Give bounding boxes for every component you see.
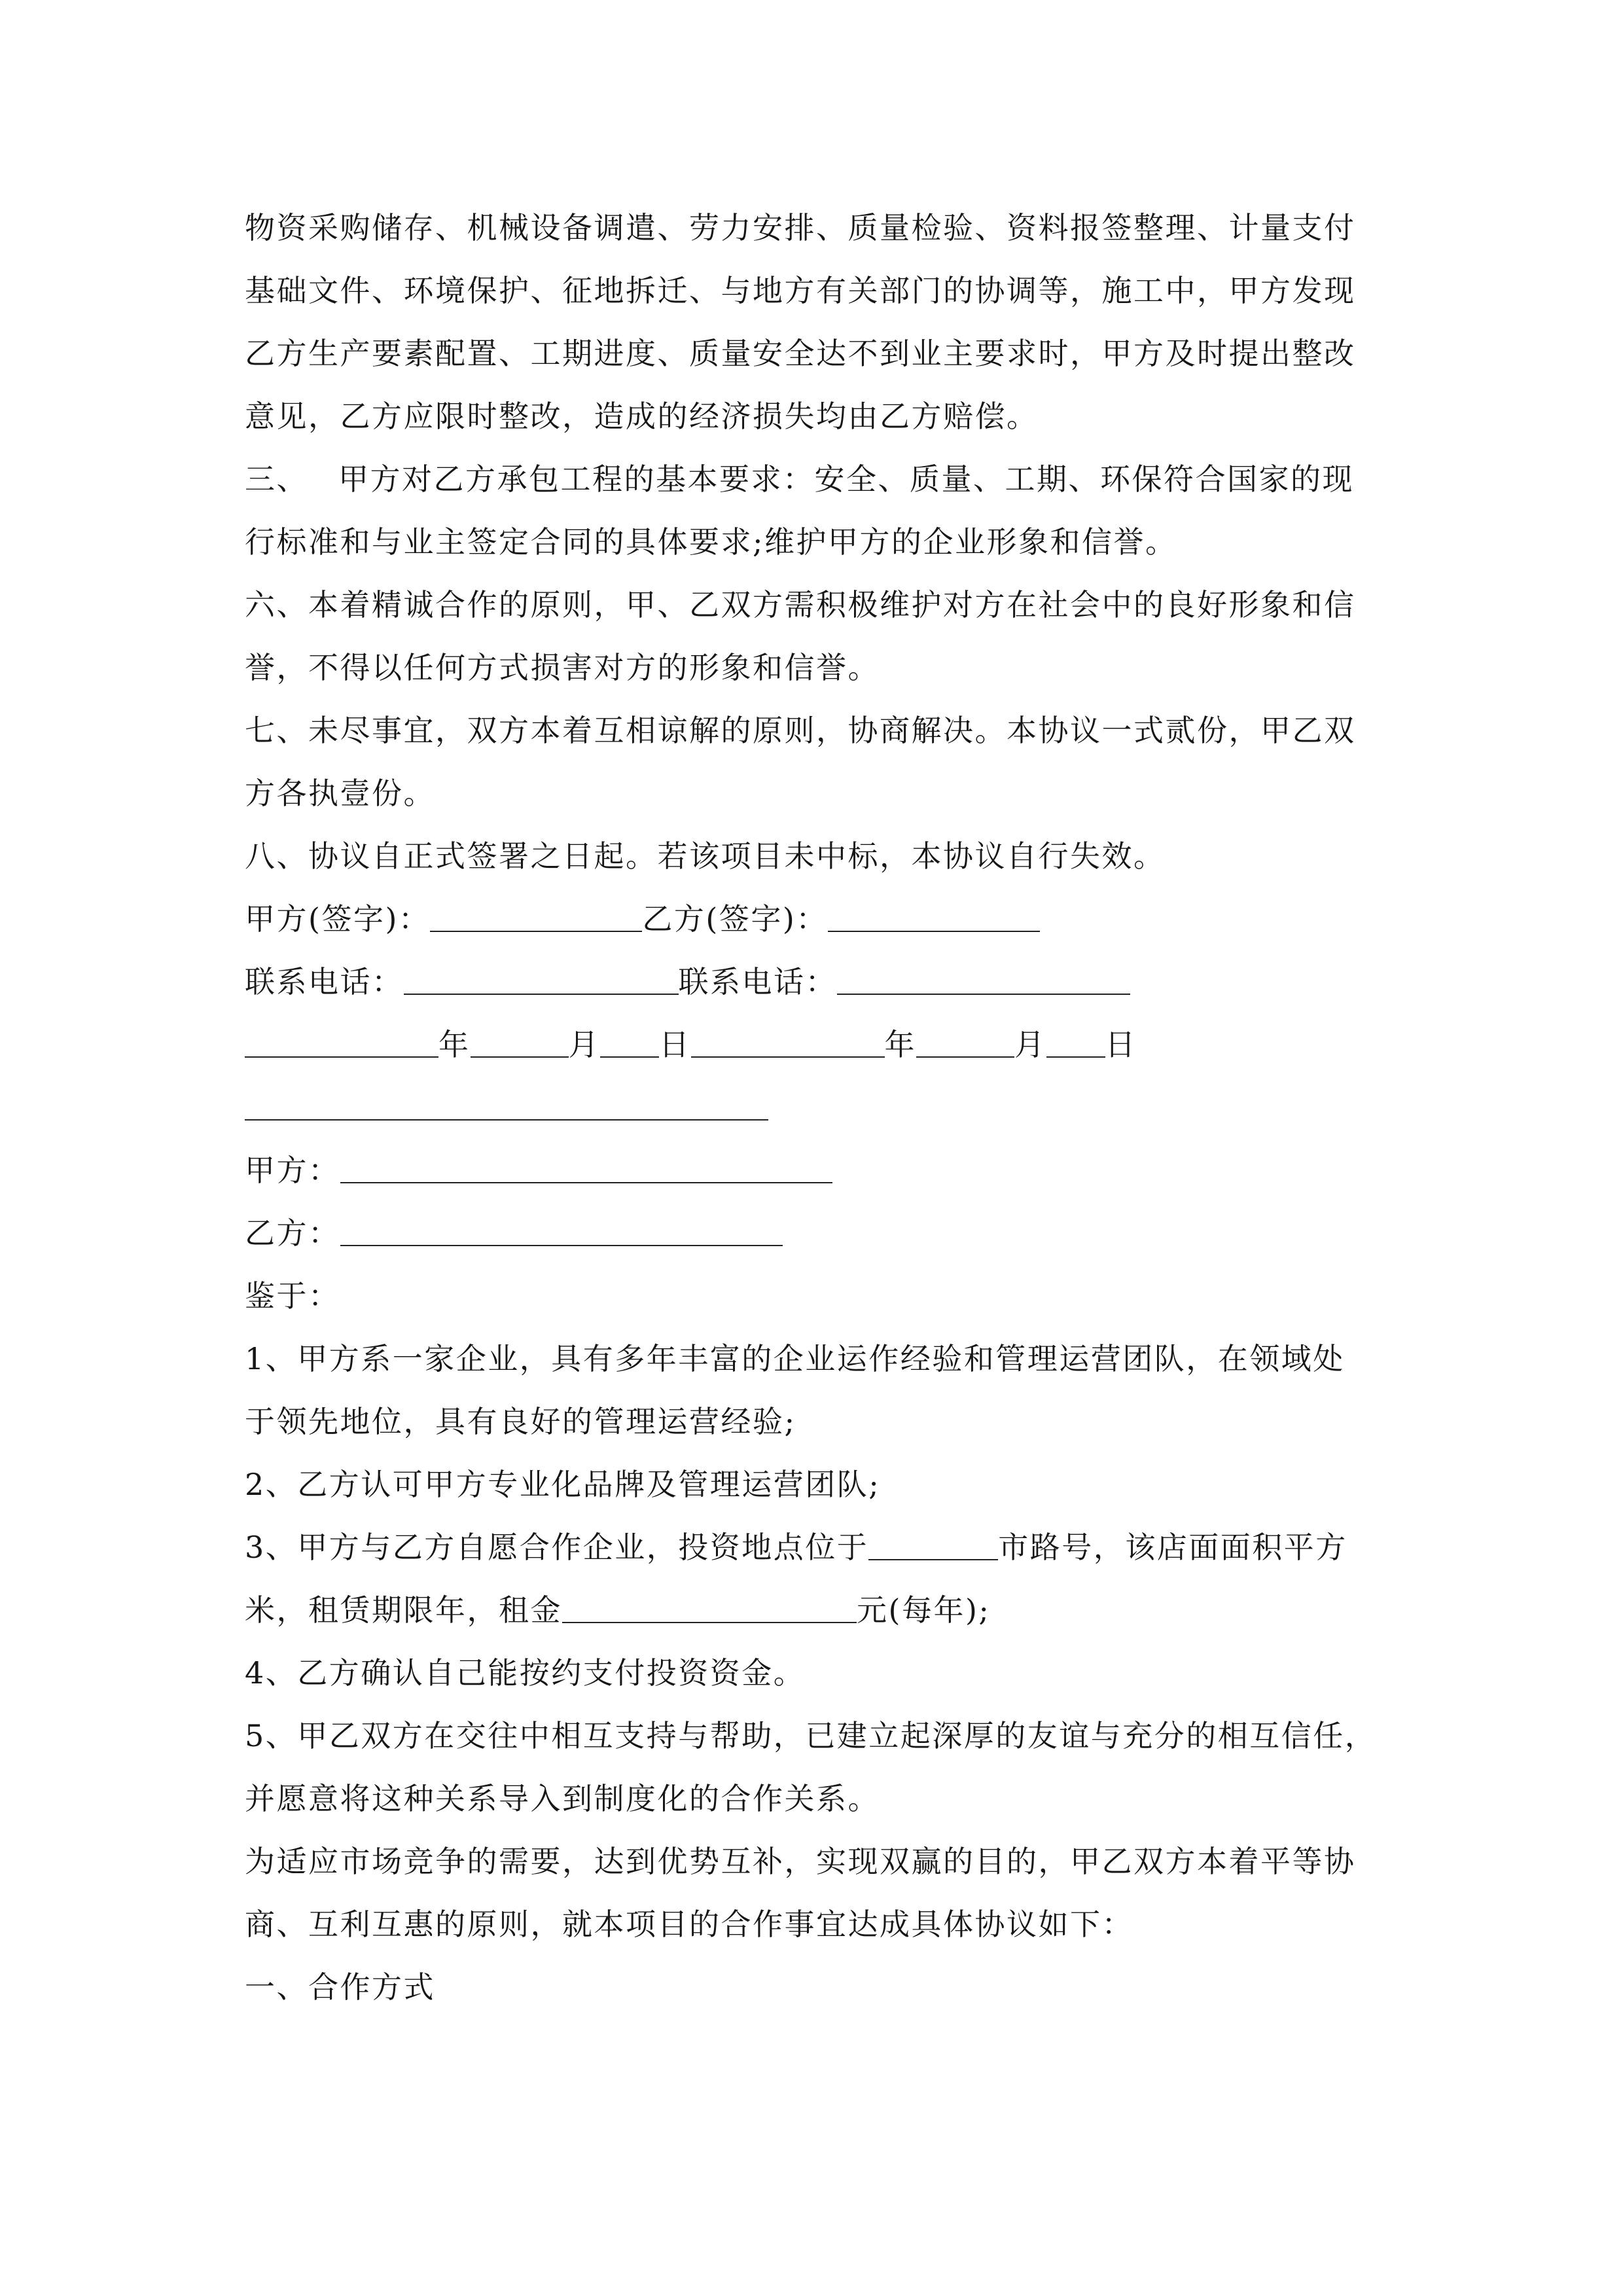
party-b-sign-field[interactable] bbox=[828, 903, 1040, 932]
date-a-month-field[interactable] bbox=[471, 1029, 569, 1058]
date-a-year-field[interactable] bbox=[245, 1029, 438, 1058]
paragraph-line: 七、未尽事宜，双方本着互相谅解的原则，协商解决。本协议一式贰份，甲乙双 bbox=[245, 713, 1356, 748]
clause-text: 元(每年); bbox=[857, 1592, 991, 1628]
phone-b-field[interactable] bbox=[837, 966, 1130, 995]
date-b-year-field[interactable] bbox=[691, 1029, 885, 1058]
party-a-row bbox=[245, 1139, 1383, 1202]
paragraph-line: 意见，乙方应限时整改，造成的经济损失均由乙方赔偿。 bbox=[245, 399, 1039, 434]
party-b-label: 乙方： bbox=[245, 1215, 340, 1251]
paragraph-line: 商、互利互惠的原则，就本项目的合作事宜达成具体协议如下： bbox=[245, 1907, 1133, 1942]
paragraph-line: 乙方生产要素配置、工期进度、质量安全达不到业主要求时，甲方及时提出整改 bbox=[245, 336, 1356, 371]
party-b-field[interactable] bbox=[340, 1217, 783, 1246]
paragraph-line: 为适应市场竞争的需要，达到优势互补，实现双赢的目的，甲乙双方本着平等协 bbox=[245, 1844, 1356, 1879]
day-label: 日 bbox=[659, 1027, 691, 1062]
date-b-month-field[interactable] bbox=[916, 1029, 1014, 1058]
whereas-heading: 鉴于： bbox=[245, 1278, 340, 1314]
party-a-label: 甲方： bbox=[245, 1153, 340, 1188]
party-a-sign-field[interactable] bbox=[430, 903, 642, 932]
date-a-day-field[interactable] bbox=[600, 1029, 659, 1058]
clause-line: 5、甲乙双方在交往中相互支持与帮助，已建立起深厚的友谊与充分的相互信任， bbox=[245, 1718, 1377, 1753]
year-label: 年 bbox=[438, 1027, 471, 1062]
paragraph-line: 基础文件、环境保护、征地拆迁、与地方有关部门的协调等，施工中，甲方发现 bbox=[245, 273, 1356, 308]
phone-row bbox=[245, 950, 1383, 1013]
phone-b-label: 联系电话： bbox=[678, 964, 837, 999]
document-body bbox=[245, 196, 1383, 2018]
paragraph-line: 行标准和与业主签定合同的具体要求;维护甲方的企业形象和信誉。 bbox=[245, 524, 1177, 560]
clause-three-location bbox=[245, 1516, 1383, 1579]
divider-rule bbox=[245, 1119, 768, 1121]
clause-line: 1、甲方系一家企业，具有多年丰富的企业运作经验和管理运营团队，在领域处 bbox=[245, 1341, 1345, 1376]
clause-line: 4、乙方确认自己能按约支付投资资金。 bbox=[245, 1655, 806, 1691]
clause-line: 于领先地位，具有良好的管理运营经验; bbox=[245, 1404, 796, 1439]
location-field[interactable] bbox=[868, 1532, 998, 1560]
paragraph-line: 誉，不得以任何方式损害对方的形象和信誉。 bbox=[245, 650, 880, 685]
party-b-sign-label: 乙方(签字)： bbox=[642, 901, 828, 937]
clause-text: 3、甲方与乙方自愿合作企业，投资地点位于 bbox=[245, 1530, 869, 1565]
clause-three-rent bbox=[245, 1579, 1383, 1641]
clause-number: 三、 bbox=[245, 461, 308, 497]
paragraph-line: 方各执壹份。 bbox=[245, 776, 435, 811]
phone-a-label: 联系电话： bbox=[245, 964, 404, 999]
paragraph-line: 六、本着精诚合作的原则，甲、乙双方需积极维护对方在社会中的良好形象和信 bbox=[245, 587, 1356, 622]
month-label: 月 bbox=[1014, 1027, 1046, 1062]
paragraph-line: 八、协议自正式签署之日起。若该项目未中标，本协议自行失效。 bbox=[245, 838, 1166, 874]
clause-line: 2、乙方认可甲方专业化品牌及管理运营团队; bbox=[245, 1467, 881, 1502]
section-heading: 一、合作方式 bbox=[245, 1969, 435, 2005]
party-a-field[interactable] bbox=[340, 1155, 832, 1183]
party-a-sign-label: 甲方(签字)： bbox=[245, 901, 431, 937]
day-label: 日 bbox=[1105, 1027, 1137, 1062]
rent-field[interactable] bbox=[562, 1594, 857, 1623]
year-label: 年 bbox=[884, 1027, 916, 1062]
month-label: 月 bbox=[568, 1027, 600, 1062]
date-b-day-field[interactable] bbox=[1046, 1029, 1105, 1058]
clause-text: 甲方对乙方承包工程的基本要求：安全、质量、工期、环保符合国家的现 bbox=[338, 461, 1354, 497]
party-b-row bbox=[245, 1202, 1383, 1265]
paragraph-line: 物资采购储存、机械设备调遣、劳力安排、质量检验、资料报签整理、计量支付 bbox=[245, 210, 1356, 245]
clause-text: 米，租赁期限年，租金 bbox=[245, 1592, 562, 1628]
clause-text: 市路号，该店面面积平方 bbox=[998, 1530, 1347, 1565]
date-row bbox=[245, 1013, 1383, 1076]
section-divider bbox=[245, 1076, 1383, 1139]
signature-row bbox=[245, 888, 1383, 950]
phone-a-field[interactable] bbox=[404, 966, 679, 995]
clause-three bbox=[245, 448, 1383, 511]
clause-line: 并愿意将这种关系导入到制度化的合作关系。 bbox=[245, 1781, 880, 1816]
